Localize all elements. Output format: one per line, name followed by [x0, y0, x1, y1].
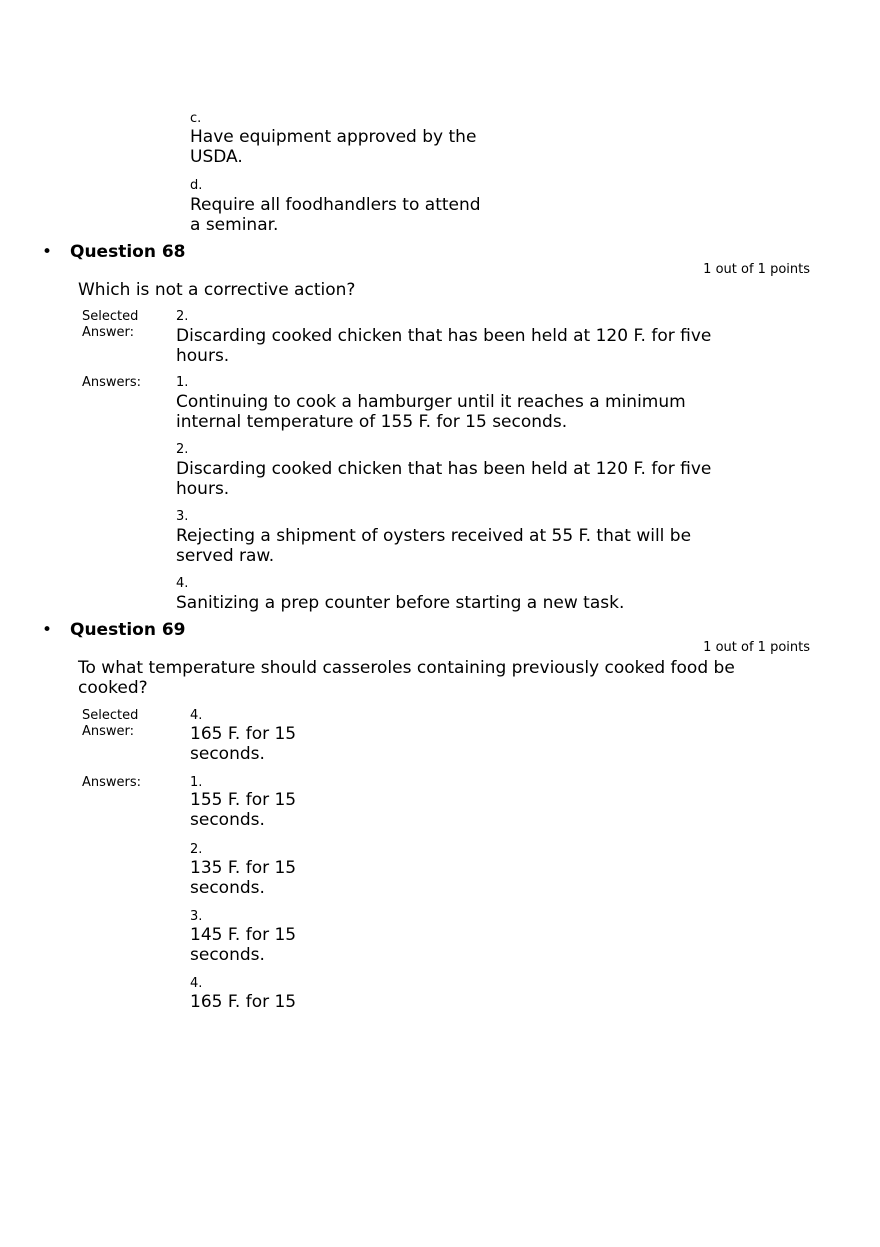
answer-number: 3.	[176, 509, 189, 524]
selected-answer-text: Discarding cooked chicken that has been held at 120 F. for five hours.	[176, 326, 712, 366]
answer-text: Continuing to cook a hamburger until it reaches a minimum internal temperature of 155 F. for 15 seconds.	[176, 392, 686, 432]
answer-number: 2.	[176, 442, 189, 457]
question-title: Question 68	[70, 242, 186, 262]
answer-number: 2.	[190, 842, 203, 857]
answer-text: 145 F. for 15 seconds.	[190, 925, 297, 965]
option-letter: d.	[190, 178, 203, 193]
answer-number: 3.	[190, 909, 203, 924]
selected-answer-text: 165 F. for 15 seconds.	[190, 724, 297, 764]
question-title: Question 69	[70, 620, 186, 640]
answer-number: 4.	[190, 976, 203, 991]
question-points: 1 out of 1 points	[703, 262, 810, 277]
question-prompt: To what temperature should casseroles containing previously cooked food be cooked?	[78, 658, 735, 698]
answer-text: 155 F. for 15 seconds.	[190, 790, 297, 830]
answer-text: 135 F. for 15 seconds.	[190, 858, 297, 898]
answer-text: 165 F. for 15	[190, 992, 297, 1012]
answer-number: 1.	[176, 375, 189, 390]
selected-answer-label: Selected Answer:	[82, 309, 139, 340]
answer-text: Discarding cooked chicken that has been held at 120 F. for five hours.	[176, 459, 712, 499]
bullet-icon: •	[42, 242, 53, 262]
answer-number: 1.	[190, 775, 203, 790]
answer-text: Rejecting a shipment of oysters received at 55 F. that will be served raw.	[176, 526, 692, 566]
answer-text: Sanitizing a prep counter before starting a new task.	[176, 593, 625, 613]
question-prompt: Which is not a corrective action?	[78, 280, 356, 300]
bullet-icon: •	[42, 620, 53, 640]
option-text: Have equipment approved by the USDA.	[190, 127, 477, 167]
selected-answer-label: Selected Answer:	[82, 708, 139, 739]
answers-label: Answers:	[82, 375, 142, 390]
option-letter: c.	[190, 111, 202, 126]
answers-label: Answers:	[82, 775, 142, 790]
answer-number: 2.	[176, 309, 189, 324]
answer-number: 4.	[190, 708, 203, 723]
option-text: Require all foodhandlers to attend a seminar.	[190, 195, 481, 235]
answer-number: 4.	[176, 576, 189, 591]
question-points: 1 out of 1 points	[703, 640, 810, 655]
